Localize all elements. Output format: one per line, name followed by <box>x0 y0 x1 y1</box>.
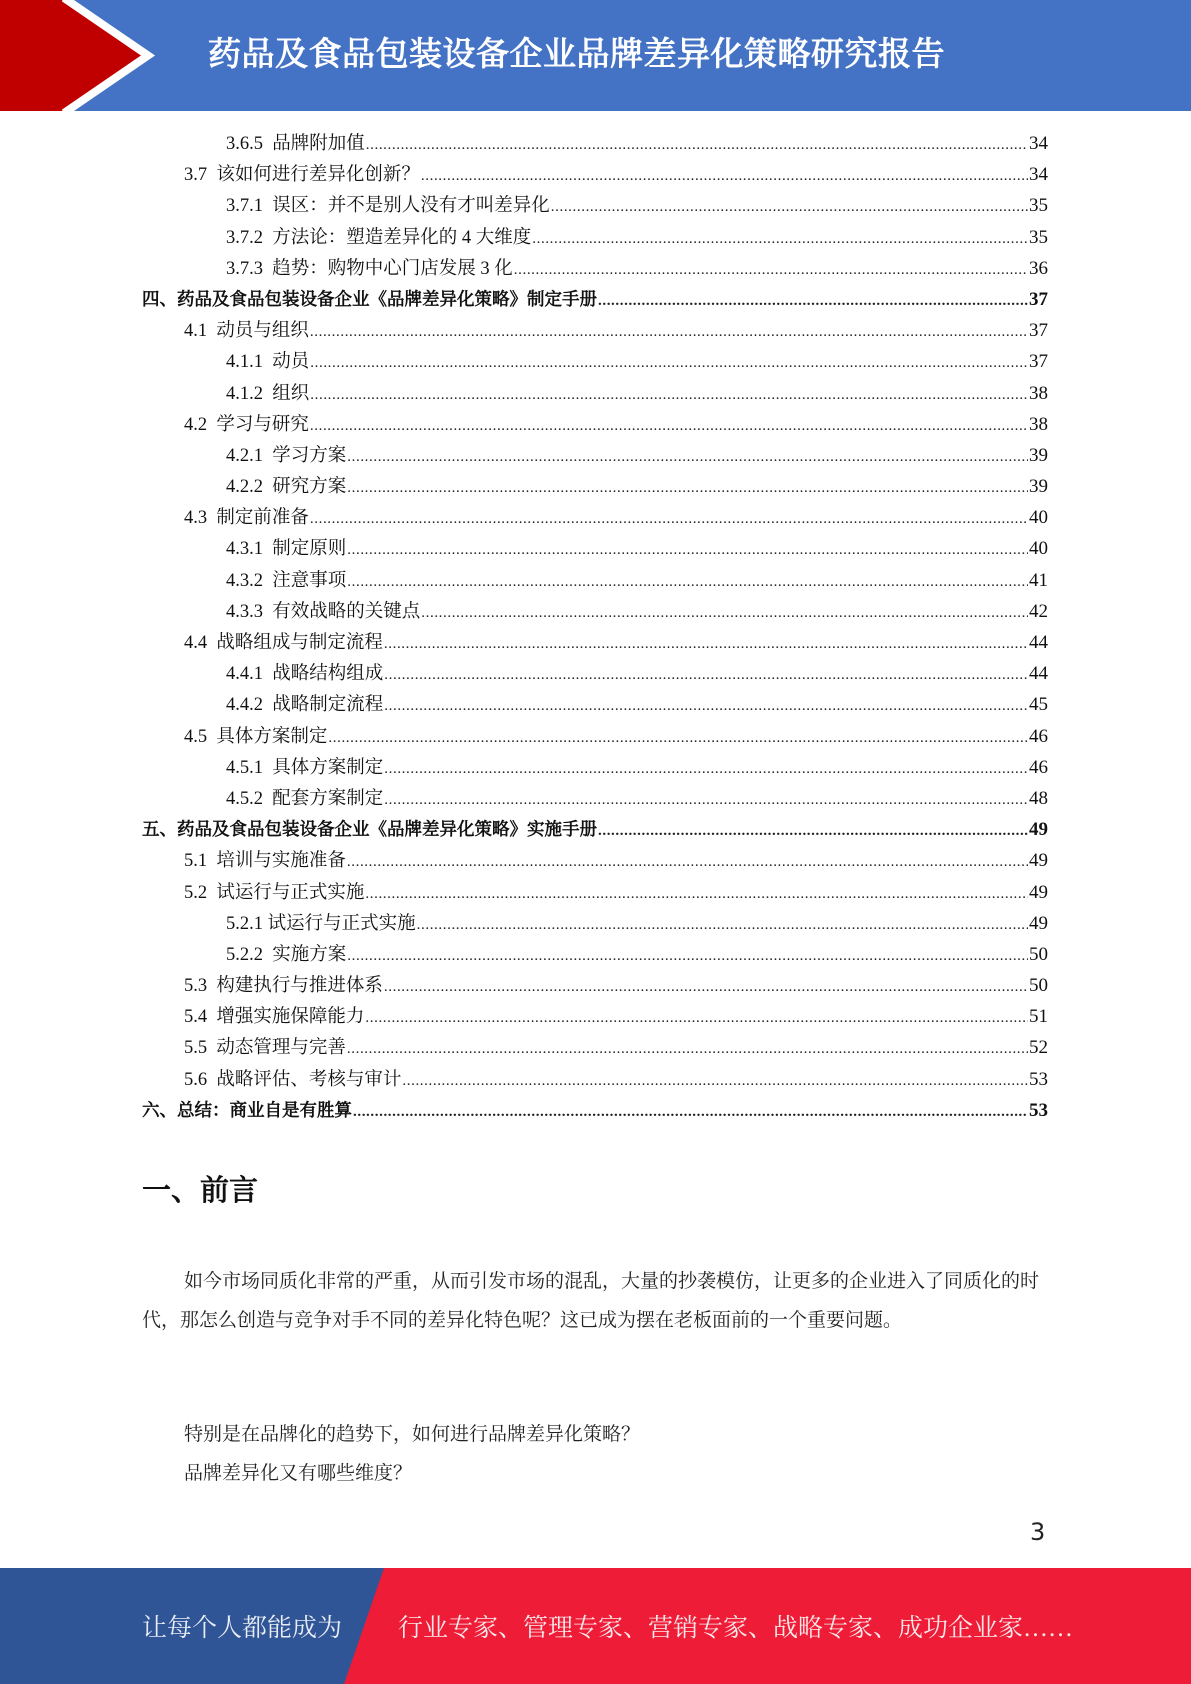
toc-entry[interactable] <box>142 253 1048 284</box>
toc-entry-number: 4.2.1 <box>226 445 273 466</box>
toc-entry-number: 4.5.2 <box>226 788 273 809</box>
toc-entry-title: 配套方案制定 <box>272 788 384 809</box>
toc-leader-dots <box>365 879 1028 910</box>
toc-leader-dots <box>310 317 1028 348</box>
toc-entry-page: 45 <box>1029 694 1048 716</box>
toc-entry-number: 4.2.2 <box>226 477 273 498</box>
toc-entry-title: 六、总结：商业自是有胜算 <box>142 1100 352 1121</box>
toc-entry[interactable] <box>142 565 1048 596</box>
footer-slogan-left: 让每个人都能成为 <box>142 1615 343 1642</box>
toc-entry-title: 注意事项 <box>272 570 347 591</box>
toc-entry-number: 4.3.3 <box>226 601 273 622</box>
toc-entry-number: 4.1.2 <box>226 383 273 404</box>
toc-entry[interactable] <box>142 689 1048 720</box>
toc-entry-page: 44 <box>1029 663 1048 685</box>
toc-entry[interactable] <box>142 346 1048 377</box>
toc-entry[interactable] <box>142 159 1048 190</box>
toc-entry-number: 4.4.2 <box>226 695 273 716</box>
toc-leader-dots <box>347 473 1028 504</box>
toc-entry-title: 品牌附加值 <box>272 134 365 154</box>
toc-entry-title: 研究方案 <box>272 477 347 498</box>
toc-leader-dots <box>347 442 1028 473</box>
toc-entry-number: 4.5 <box>184 726 217 747</box>
toc-entry[interactable] <box>142 1095 1048 1126</box>
toc-entry[interactable] <box>142 814 1048 845</box>
toc-entry-number: 4.3.1 <box>226 539 273 560</box>
toc-entry-number: 4.3 <box>184 508 217 529</box>
toc-entry-page: 49 <box>1029 881 1048 903</box>
toc-entry-title: 战略组成与制定流程 <box>216 633 383 653</box>
toc-entry-title: 制定原则 <box>272 539 347 560</box>
toc-leader-dots <box>598 286 1028 317</box>
section-heading: 一、前言 <box>142 1173 259 1207</box>
toc-leader-dots <box>384 691 1028 722</box>
toc-leader-dots <box>353 1097 1028 1128</box>
toc-entry-number: 5.1 <box>184 851 217 872</box>
toc-entry[interactable] <box>142 128 1048 159</box>
toc-entry-page: 49 <box>1029 912 1048 934</box>
toc-entry-page: 37 <box>1029 320 1048 342</box>
toc-entry[interactable] <box>142 596 1048 627</box>
toc-leader-dots <box>384 660 1028 691</box>
toc-leader-dots <box>347 535 1028 566</box>
toc-leader-dots <box>384 785 1028 816</box>
toc-entry-number: 4.2 <box>184 414 217 435</box>
page-number: 3 <box>1030 1518 1046 1546</box>
toc-entry-number: 5.2 <box>184 882 217 903</box>
toc-entry[interactable] <box>142 1064 1048 1095</box>
toc-entry-number: 3.7.2 <box>226 227 273 248</box>
toc-entry-page: 48 <box>1029 787 1048 809</box>
toc-entry[interactable] <box>142 627 1048 658</box>
toc-entry-title: 方法论：塑造差异化的 4 大维度 <box>272 227 532 248</box>
toc-entry-page: 35 <box>1029 226 1048 248</box>
toc-entry[interactable] <box>142 222 1048 253</box>
toc-leader-dots <box>310 348 1028 379</box>
toc-entry-page: 38 <box>1029 382 1048 404</box>
toc-entry-title: 学习与研究 <box>216 414 309 435</box>
question-line: 特别是在品牌化的趋势下，如何进行品牌差异化策略？ <box>184 1424 641 1445</box>
footer-banner <box>0 1568 1191 1684</box>
toc-entry-number: 3.7.1 <box>226 196 273 217</box>
toc-leader-dots <box>384 972 1028 1003</box>
toc-entry-page: 52 <box>1029 1037 1048 1059</box>
toc-entry[interactable] <box>142 845 1048 876</box>
toc-leader-dots <box>532 224 1028 255</box>
toc-entry-page: 51 <box>1029 1006 1048 1028</box>
toc-entry-title: 实施方案 <box>272 944 347 965</box>
toc-leader-dots <box>347 847 1028 878</box>
report-title: 药品及食品包装设备企业品牌差异化策略研究报告 <box>208 34 945 73</box>
toc-entry[interactable] <box>142 721 1048 752</box>
toc-entry-title: 战略评估、考核与审计 <box>216 1069 402 1090</box>
toc-leader-dots <box>421 598 1028 629</box>
toc-entry-title: 试运行与正式实施 <box>216 882 365 903</box>
question-line: 品牌差异化又有哪些维度？ <box>184 1463 413 1484</box>
toc-entry-title: 战略制定流程 <box>272 695 384 716</box>
toc-entry-page: 41 <box>1029 569 1048 591</box>
toc-entry-page: 39 <box>1029 476 1048 498</box>
toc-entry-number: 3.7.3 <box>226 258 273 279</box>
toc-entry-number: 5.4 <box>184 1007 217 1028</box>
toc-leader-dots <box>328 723 1028 754</box>
toc-entry-page: 49 <box>1029 819 1048 841</box>
toc-entry-page: 35 <box>1029 195 1048 217</box>
toc-entry[interactable] <box>142 908 1048 939</box>
toc-entry[interactable] <box>142 1001 1048 1032</box>
toc-entry-number: 4.4 <box>184 633 217 653</box>
toc-entry-number: 5.3 <box>184 976 217 997</box>
header-banner <box>0 0 1191 111</box>
toc-entry[interactable] <box>142 970 1048 1001</box>
toc-entry-page: 39 <box>1029 444 1048 466</box>
toc-entry-title: 构建执行与推进体系 <box>216 976 383 997</box>
toc-entry-title: 增强实施保障能力 <box>216 1007 365 1028</box>
toc-entry-page: 49 <box>1029 850 1048 872</box>
toc-entry-page: 50 <box>1029 975 1048 997</box>
toc-entry[interactable] <box>142 284 1048 315</box>
toc-entry[interactable] <box>142 378 1048 409</box>
toc-entry[interactable] <box>142 783 1048 814</box>
toc-leader-dots <box>310 504 1028 535</box>
toc-entry-page: 42 <box>1029 600 1048 622</box>
toc-entry-number: 3.7 <box>184 165 217 186</box>
toc-entry-page: 44 <box>1029 632 1048 653</box>
toc-entry-number: 4.3.2 <box>226 570 273 591</box>
toc-entry[interactable] <box>142 502 1048 533</box>
toc-entry[interactable] <box>142 877 1048 908</box>
toc-entry[interactable] <box>142 1032 1048 1063</box>
toc-entry-number: 5.5 <box>184 1038 217 1059</box>
toc-leader-dots <box>402 1066 1028 1097</box>
toc-entry-number: 4.1.1 <box>226 352 273 373</box>
toc-entry-title: 五、药品及食品包装设备企业《品牌差异化策略》实施手册 <box>142 820 597 841</box>
toc-leader-dots <box>598 816 1028 847</box>
intro-paragraph: 如今市场同质化非常的严重，从而引发市场的混乱，大量的抄袭模仿，让更多的企业进入了同质化的时代，那怎么创造与竞争对手不同的差异化特色呢？这已成为摆在老板面前的一个重要问题。 <box>142 1271 1040 1331</box>
toc-leader-dots <box>365 1003 1028 1034</box>
toc-entry[interactable] <box>142 471 1048 502</box>
toc-entry[interactable] <box>142 190 1048 221</box>
toc-entry-title: 组织 <box>272 383 310 404</box>
toc-entry-page: 40 <box>1029 538 1048 560</box>
toc-entry-page: 37 <box>1029 351 1048 373</box>
toc-leader-dots <box>421 161 1028 192</box>
toc-leader-dots <box>384 754 1028 785</box>
footer-slogan-right: 行业专家、管理专家、营销专家、战略专家、成功企业家…… <box>398 1615 1074 1642</box>
toc-entry-title: 战略结构组成 <box>272 664 384 685</box>
toc-entry-page: 50 <box>1029 943 1048 965</box>
toc-entry-page: 34 <box>1029 164 1048 186</box>
toc-entry-number: 4.1 <box>184 321 217 342</box>
toc-entry[interactable] <box>142 752 1048 783</box>
toc-entry-number: 5.2.1 <box>226 913 268 934</box>
table-of-contents <box>142 128 1048 1126</box>
toc-leader-dots <box>514 255 1028 286</box>
toc-entry-title: 动态管理与完善 <box>216 1038 346 1059</box>
toc-leader-dots <box>310 380 1028 411</box>
toc-entry-title: 培训与实施准备 <box>216 851 346 872</box>
toc-entry[interactable] <box>142 440 1048 471</box>
toc-leader-dots <box>310 411 1028 442</box>
toc-leader-dots <box>384 629 1028 660</box>
toc-entry[interactable] <box>142 315 1048 346</box>
toc-entry-number: 5.2.2 <box>226 944 273 965</box>
toc-entry-title: 动员与组织 <box>216 321 309 342</box>
toc-entry-title: 试运行与正式实施 <box>267 913 416 934</box>
toc-entry-page: 53 <box>1029 1099 1048 1121</box>
toc-entry[interactable] <box>142 658 1048 689</box>
toc-entry-title: 具体方案制定 <box>216 726 328 747</box>
toc-entry-title: 四、药品及食品包装设备企业《品牌差异化策略》制定手册 <box>142 289 597 310</box>
toc-entry-page: 46 <box>1029 756 1048 778</box>
toc-entry-title: 具体方案制定 <box>272 757 384 778</box>
toc-entry-title: 制定前准备 <box>216 508 309 529</box>
toc-entry[interactable] <box>142 939 1048 970</box>
toc-entry-title: 动员 <box>272 352 310 373</box>
toc-leader-dots <box>417 910 1028 941</box>
toc-entry-title: 学习方案 <box>272 445 347 466</box>
toc-leader-dots <box>347 1034 1028 1065</box>
toc-entry-title: 误区：并不是别人没有才叫差异化 <box>272 196 550 217</box>
toc-entry-page: 34 <box>1029 133 1048 154</box>
toc-entry-page: 37 <box>1029 288 1048 310</box>
toc-entry-number: 4.5.1 <box>226 757 273 778</box>
toc-entry-page: 36 <box>1029 257 1048 279</box>
toc-entry-number: 5.6 <box>184 1069 217 1090</box>
toc-entry-page: 38 <box>1029 413 1048 435</box>
toc-entry-number: 3.6.5 <box>226 134 273 154</box>
toc-entry-page: 46 <box>1029 725 1048 747</box>
toc-entry-title: 该如何进行差异化创新？ <box>216 165 420 186</box>
toc-entry[interactable] <box>142 409 1048 440</box>
toc-entry-page: 53 <box>1029 1068 1048 1090</box>
toc-leader-dots <box>551 192 1028 223</box>
toc-leader-dots <box>347 567 1028 598</box>
toc-entry-page: 40 <box>1029 507 1048 529</box>
toc-entry[interactable] <box>142 533 1048 564</box>
red-arrow-icon <box>0 0 200 111</box>
toc-leader-dots <box>366 130 1028 161</box>
toc-entry-title: 趋势：购物中心门店发展 3 化 <box>272 258 513 279</box>
toc-entry-title: 有效战略的关键点 <box>272 601 421 622</box>
toc-entry-number: 4.4.1 <box>226 664 273 685</box>
toc-leader-dots <box>347 941 1028 972</box>
